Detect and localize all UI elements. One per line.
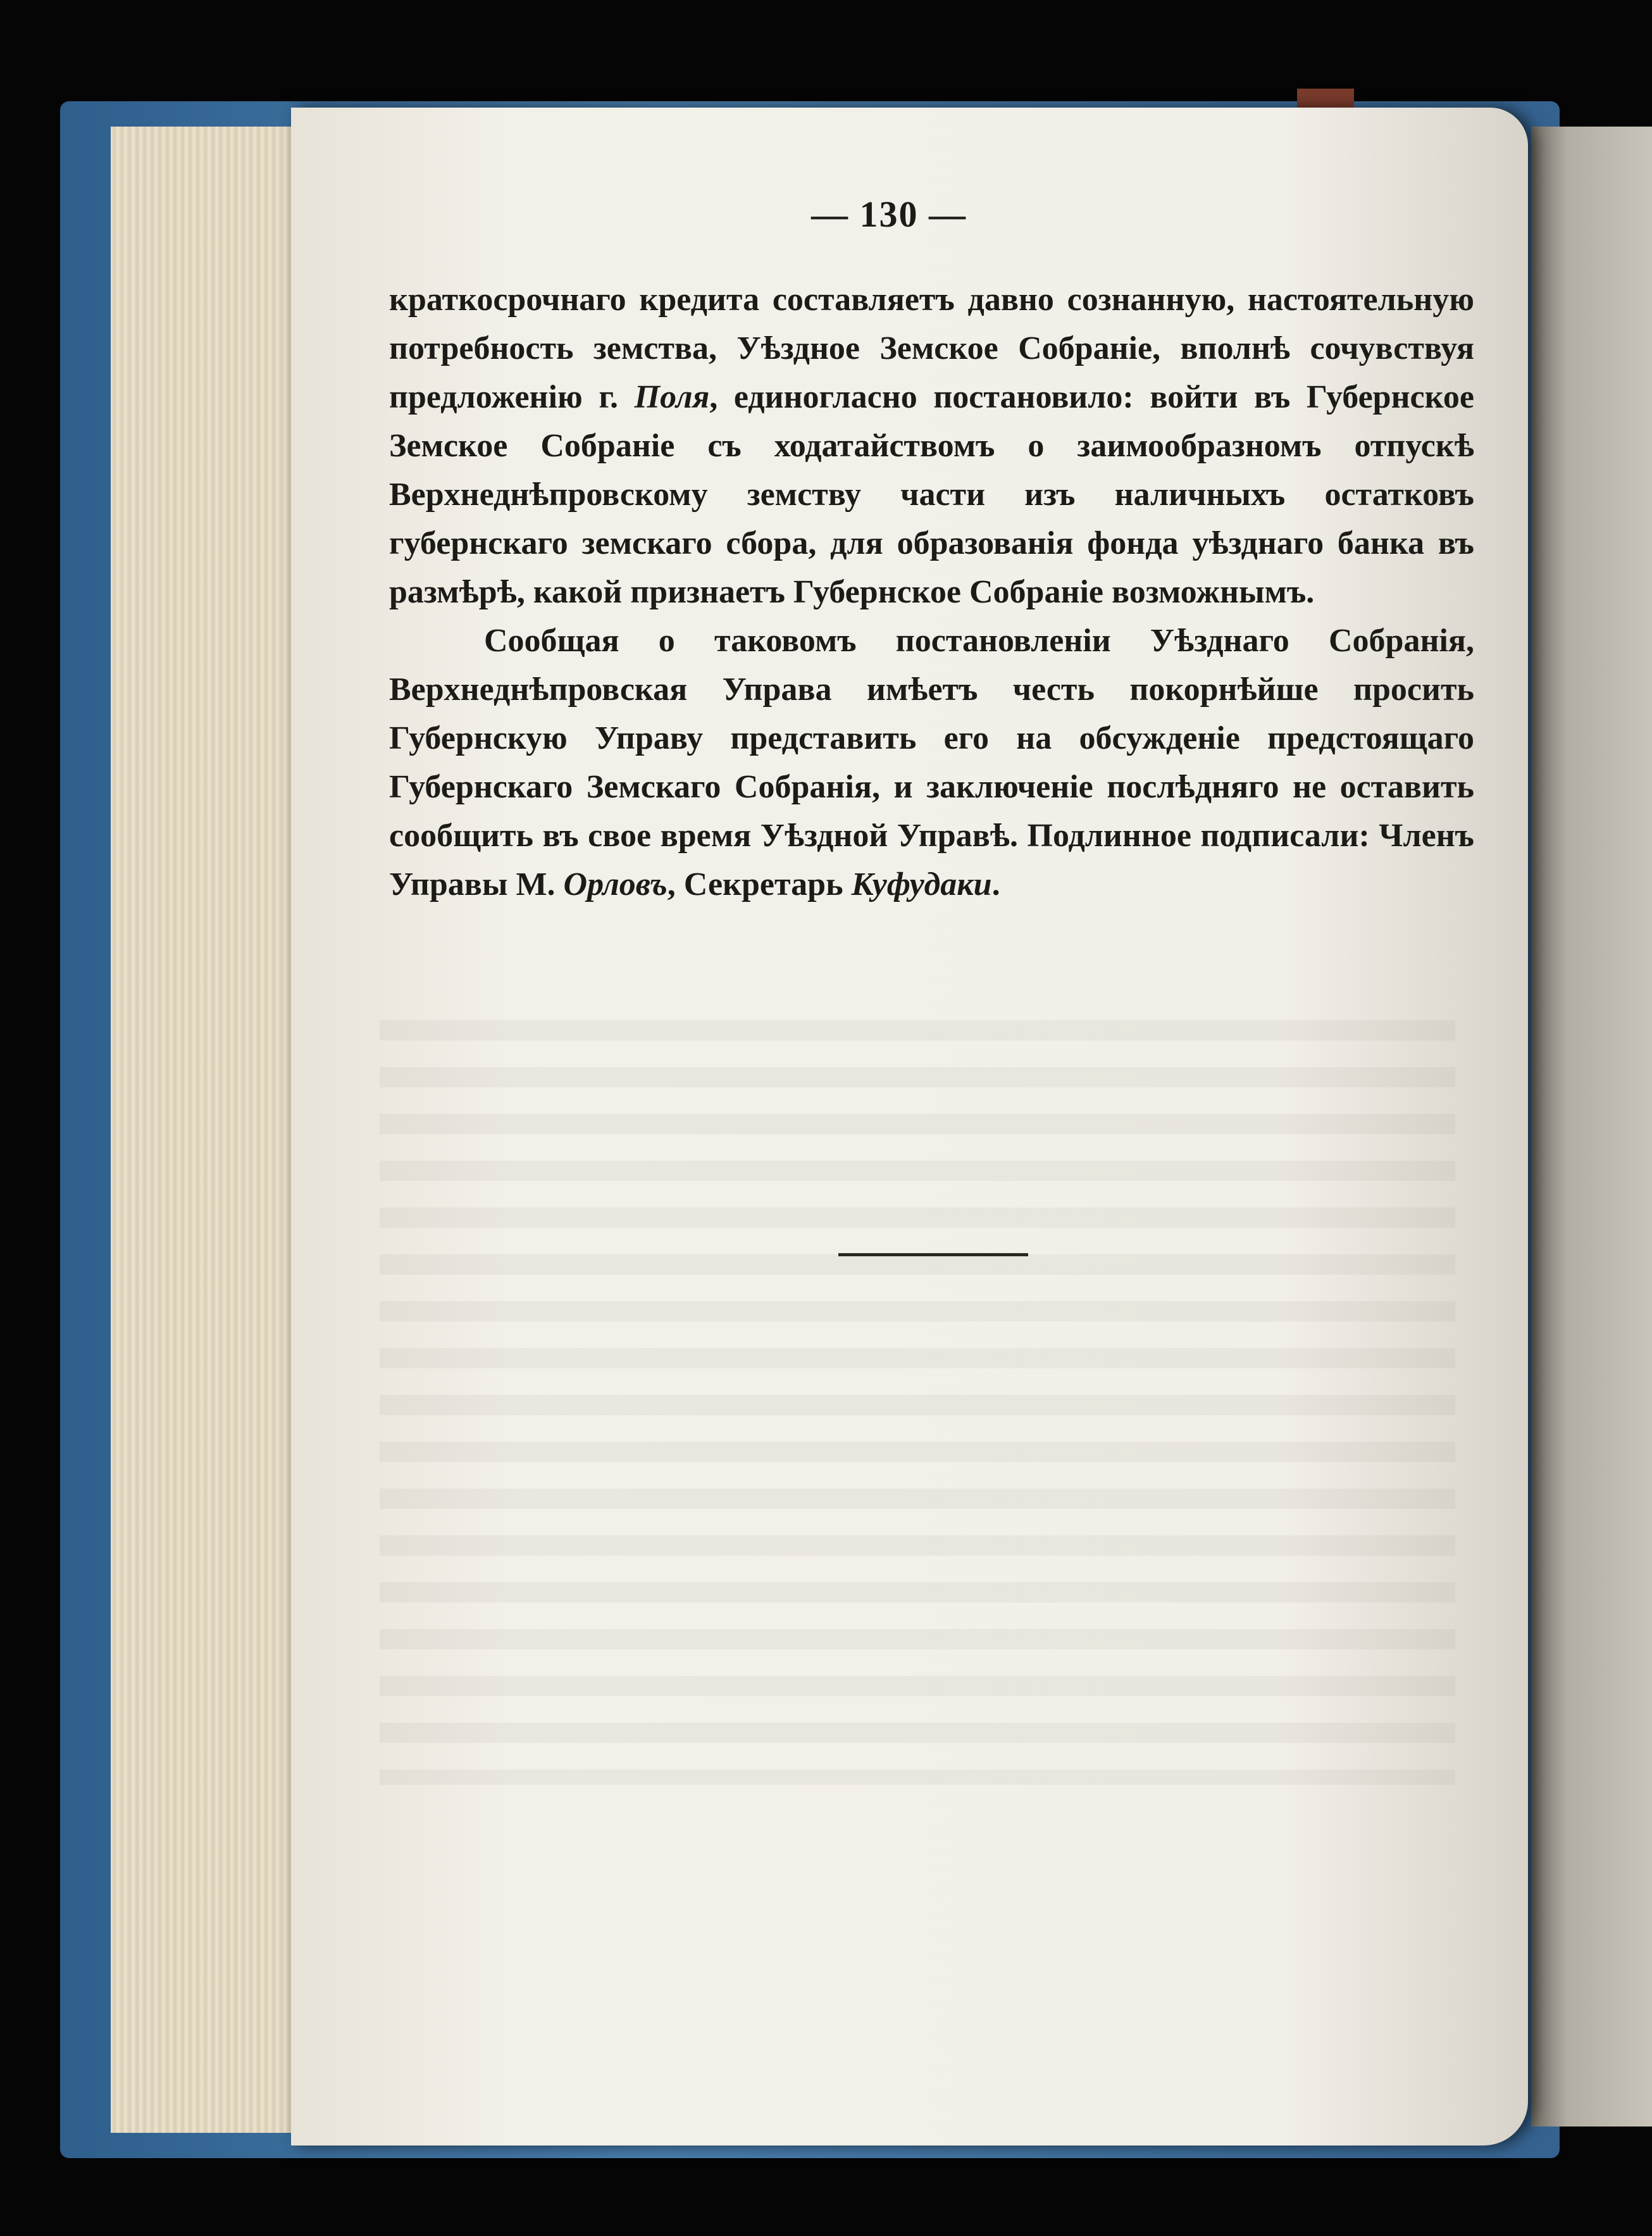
section-divider-rule [838,1253,1028,1256]
paragraph-1 [389,275,1474,616]
paragraph-2-text: Сообщая о таковомъ постановленіи Уѣзднаго Собранія, Верхнеднѣпровская Управа имѣетъ честь покорнѣйше просить Губернскую Управу представить его на обсужденіе предстоящаго Губернскаго Земскаго Собранія, и заключеніе послѣдняго не оставить сообщить въ свое время Уѣздной Управѣ. Подлинное подписали: Членъ Управы М. [389,623,1474,903]
name-kufudaki: Куфудаки [851,866,992,903]
name-polya: Поля [634,379,710,415]
name-orlov: Орловъ [563,866,668,903]
facing-page-edge [1531,127,1652,2127]
paragraph-1-text: краткосрочнаго кредита составляетъ давно сознанную, настоятельную потребность земства, Уѣздное Земское Собраніе, вполнѣ сочувствуя предложенію г. [389,282,1474,415]
paragraph-2-end: . [991,866,1000,903]
cover-edge [1297,89,1354,108]
page-stack-edges [111,127,301,2133]
paragraph-1-end: , единогласно постановило: войти въ Губернское Земское Собраніе съ ходатайствомъ о заимообразномъ отпускѣ Верхнеднѣпровскому земству части изъ наличныхъ остатковъ губернскаго земскаго сбора, для образованія фонда уѣзднаго банка въ размѣрѣ, какой признаетъ Губернское Собраніе возможнымъ. [389,379,1474,610]
page-number: — 130 — [811,194,967,235]
paragraph-2-mid: , Секретарь [667,866,852,903]
show-through-text [380,994,1455,1785]
paragraph-2 [389,616,1474,909]
body-text [389,275,1474,909]
